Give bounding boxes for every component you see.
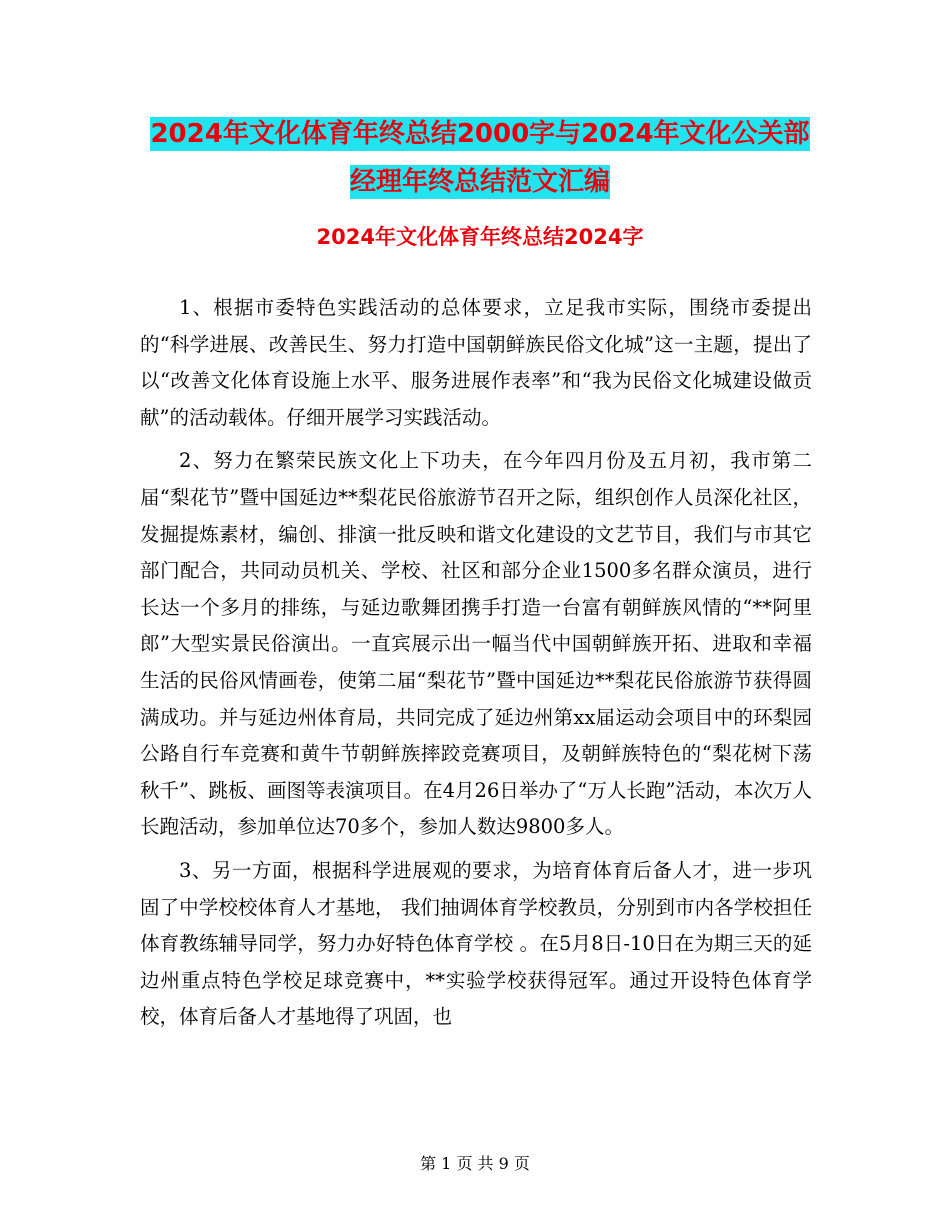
paragraph-2: 2、努力在繁荣民族文化上下功夫，在今年四月份及五月初，我市第二届“梨花节”暨中国延边**梨花民俗旅游节召开之际，组织创作人员深化社区，发掘提炼素材，编创、排演一批反映和谐文化建设的文艺节目，我们与市其它部门配合，共同动员机关、学校、社区和部分企业1500多名群众演员，进行长达一个多月的排练，与延边歌舞团携手打造一台富有朝鲜族风情的“**阿里郎”大型实景民俗演出。一直宾展示出一幅当代中国朝鲜族开拓、进取和幸福生活的民俗风情画卷，使第二届“梨花节”暨中国延边**梨花民俗旅游节获得圆满成功。并与延边州体育局，共同完成了延边州第xx届运动会项目中的环梨园公路自行车竞赛和黄牛节朝鲜族摔跤竞赛项目，及朝鲜族特色的“梨花树下荡秋千”、跳板、画图等表演项目。在4月26日举办了“万人长跑”活动，本次万人长跑活动，参加单位达70多个，参加人数达9800多人。 <box>140 449 812 839</box>
section-heading: 2024年文化体育年终总结2024字 <box>316 225 644 249</box>
page-footer <box>0 1153 950 1175</box>
document-title-text: 2024年文化体育年终总结2000字与2024年文化公关部经理年终总结范文汇编 <box>150 119 810 197</box>
document-body <box>140 290 812 1043</box>
document-title <box>140 110 820 206</box>
page-number: 第 1 页 共 9 页 <box>420 1154 530 1173</box>
paragraph-1: 1、根据市委特色实践活动的总体要求，立足我市实际，围绕市委提出的“科学进展、改善民生、努力打造中国朝鲜族民俗文化城”这一主题，提出了以“改善文化体育设施上水平、服务进展作表率”和“我为民俗文化城建设做贡献”的活动载体。仔细开展学习实践活动。 <box>140 296 812 429</box>
paragraph-3: 3、另一方面，根据科学进展观的要求，为培育体育后备人才，进一步巩固了中学校校体育人才基地， 我们抽调体育学校教员，分别到市内各学校担任体育教练辅导同学，努力办好特色体育学校 。在5月8日-10日在为期三天的延边州重点特色学校足球竞赛中，**实验学校获得冠军。通过开设特色体育学校，体育后备人才基地得了巩固，也 <box>140 858 812 1029</box>
